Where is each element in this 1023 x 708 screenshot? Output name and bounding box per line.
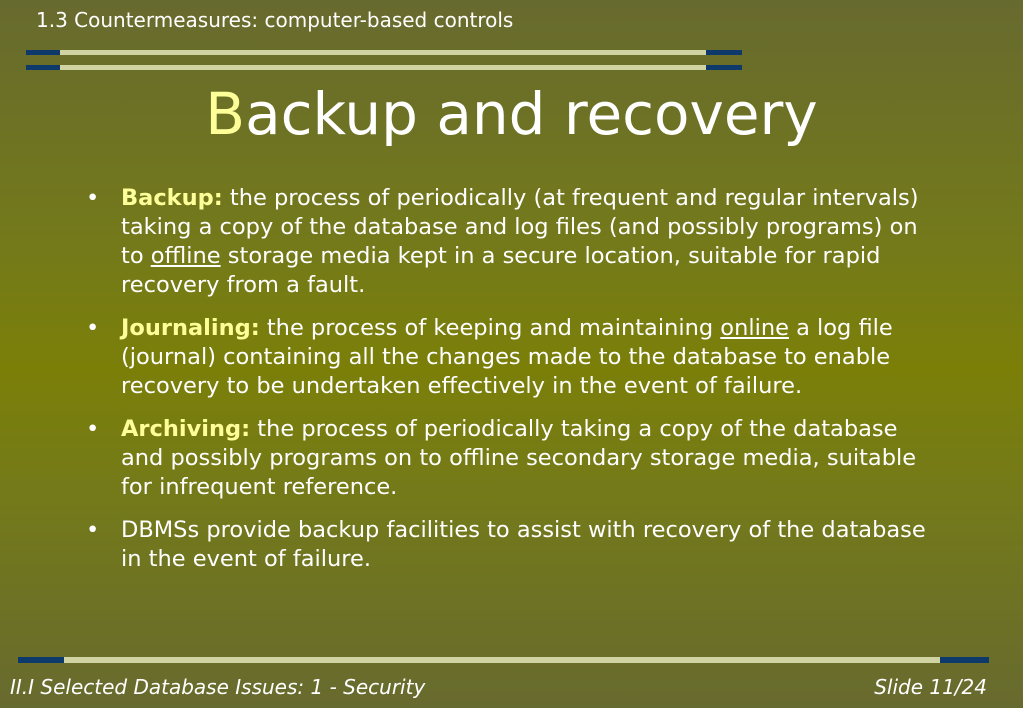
bullet-text: storage media kept in a secure location, suitable for rapid recovery from a fault. — [121, 243, 881, 298]
bullet-emphasis: online — [720, 315, 789, 341]
bullet-text: the process of periodically taking a copy of the database and possibly programs on to offline secondary storage media, suitable for infrequent reference. — [121, 416, 917, 500]
title-initial: B — [205, 80, 246, 148]
bullet-journaling — [86, 314, 946, 401]
bullet-emphasis: offline — [150, 243, 221, 269]
header-rule — [26, 50, 742, 72]
bullet-term: Journaling: — [121, 315, 260, 341]
section-label: 1.3 Countermeasures: computer-based controls — [36, 8, 514, 32]
bullet-list — [86, 184, 946, 588]
footer-slide-number: Slide 11/24 — [874, 675, 987, 699]
title-rest: ackup and recovery — [245, 80, 818, 148]
bullet-dbms — [86, 516, 946, 574]
slide-title — [0, 80, 1023, 148]
bullet-dot-icon: • — [86, 315, 100, 341]
bullet-dot-icon: • — [86, 416, 100, 442]
footer-rule — [18, 657, 989, 663]
bullet-dot-icon: • — [86, 517, 100, 543]
bullet-text: DBMSs provide backup facilities to assist with recovery of the database in the event of failure. — [121, 517, 926, 572]
bullet-text: the process of periodically (at frequent and regular intervals) taking a copy of the database and log files (and possibly programs) on to — [121, 185, 919, 269]
bullet-term: Backup: — [121, 185, 223, 211]
bullet-dot-icon: • — [86, 185, 100, 211]
bullet-text: the process of keeping and maintaining — [259, 315, 721, 341]
bullet-backup — [86, 184, 946, 300]
bullet-term: Archiving: — [121, 416, 251, 442]
footer-course-title: II.I Selected Database Issues: 1 - Security — [10, 675, 426, 699]
bullet-text: a log file (journal) containing all the changes made to the database to enable recovery to be undertaken effectively in the event of failure. — [121, 315, 893, 399]
bullet-archiving — [86, 415, 946, 502]
